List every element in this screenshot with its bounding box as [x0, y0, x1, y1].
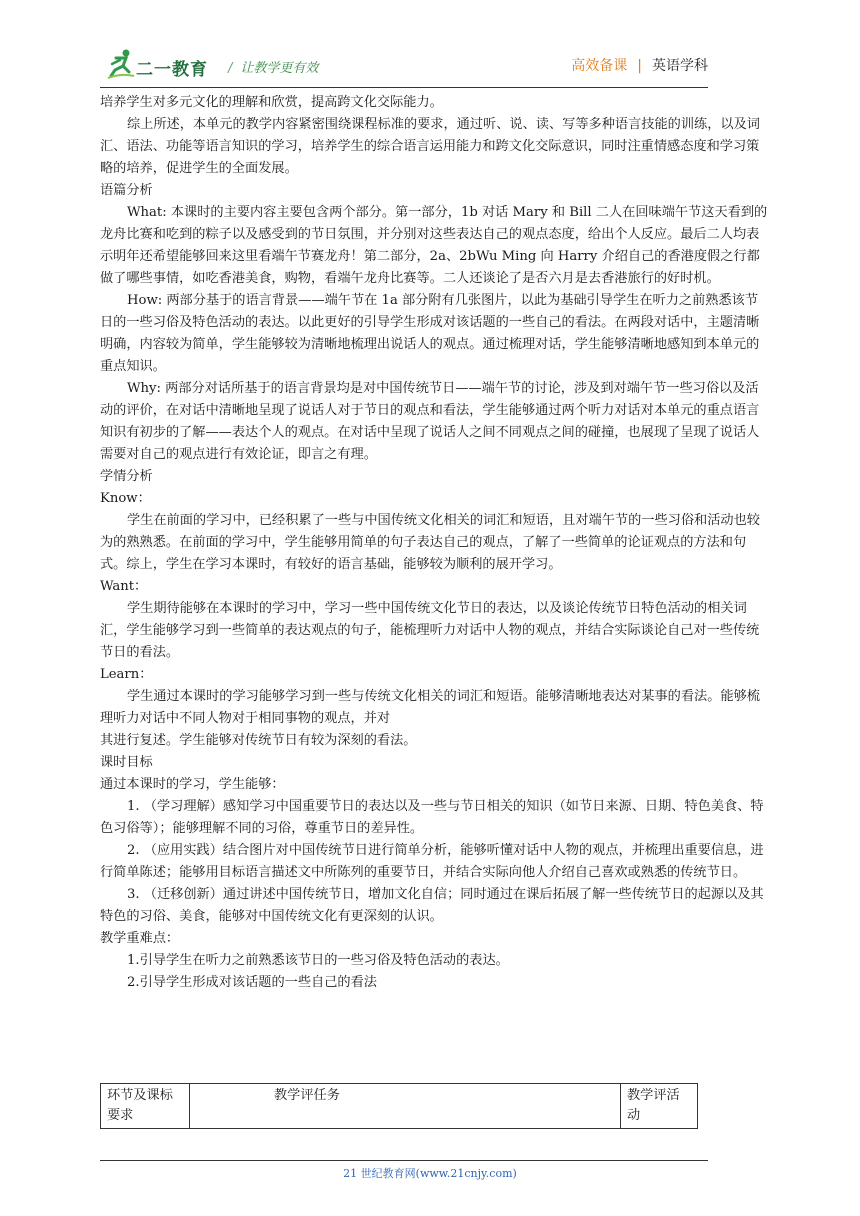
- header-subject: [571, 55, 708, 75]
- table-header-cell: 教学评任务: [190, 1084, 621, 1129]
- objective-item: 3. （迁移创新）通过讲述中国传统节日，增加文化自信；同时通过在课后拓展了解一些传统节日的起源以及其特色的习俗、美食，能够对中国传统文化有更深刻的认识。: [100, 887, 764, 924]
- page-header: [100, 40, 708, 90]
- paragraph: 学生通过本课时的学习能够学习到一些与传统文化相关的词汇和短语。能够清晰地表达对某事的看法。能够梳理听力对话中不同人物对于相同事物的观点，并对: [100, 689, 760, 726]
- key-point-item: 2.引导学生形成对该话题的一些自己的看法: [127, 975, 377, 990]
- runner-logo-icon: [106, 48, 136, 80]
- table-header-cell: 教学评活动: [621, 1084, 698, 1129]
- paragraph: 学生期待能够在本课时的学习中，学习一些中国传统文化节日的表达，以及谈论传统节日特色活动的相关词汇，学生能够学习到一些简单的表达观点的句子，能梳理听力对话中人物的观点，并结合实际谈论自己对一些传统节日的看法。: [100, 601, 760, 660]
- lesson-table: [100, 1083, 698, 1129]
- section-heading: 教学重难点：: [100, 931, 180, 946]
- objective-item: 1. （学习理解）感知学习中国重要节日的表达以及一些与节日相关的知识（如节日来源、日期、特色美食、特色习俗等）；能够理解不同的习俗，尊重节日的差异性。: [100, 799, 764, 836]
- sub-heading: Know：: [100, 491, 151, 506]
- paragraph: 综上所述，本单元的教学内容紧密围绕课程标准的要求，通过听、说、读、写等多种语言技能的训练，以及词汇、语法、功能等语言知识的学习，培养学生的综合语言运用能力和跨文化交际意识，同时注重情感态度和学习策略的培养，促进学生的全面发展。: [100, 117, 760, 176]
- section-heading: 语篇分析: [100, 183, 153, 198]
- footer-divider: [100, 1160, 708, 1161]
- table-header-cell: 环节及课标要求: [101, 1084, 190, 1129]
- paragraph: 通过本课时的学习，学生能够：: [100, 777, 285, 792]
- document-body: [100, 92, 768, 994]
- sub-heading: Learn：: [100, 667, 153, 682]
- header-separator: |: [637, 58, 642, 74]
- logo-text: 二一教育: [136, 60, 208, 80]
- paragraph: 其进行复述。学生能够对传统节日有较为深刻的看法。: [100, 733, 417, 748]
- paragraph: How: 两部分基于的语言背景——端午节在 1a 部分附有几张图片，以此为基础引导学生在听力之前熟悉该节日的一些习俗及特色活动的表达。以此更好的引导学生形成对该话题的一些自己的看法。在两段对话中，主题清晰明确，内容较为简单，学生能够较为清晰地梳理出说话人的观点。通过梳理对话，学生能够清晰地感知到本单元的重点知识。: [100, 293, 760, 374]
- header-label-subject: 英语学科: [652, 58, 708, 74]
- paragraph: 培养学生对多元文化的理解和欣赏，提高跨文化交际能力。: [100, 95, 443, 110]
- slogan-text: 让教学更有效: [240, 61, 319, 76]
- paragraph: 学生在前面的学习中，已经积累了一些与中国传统文化相关的词汇和短语，且对端午节的一些习俗和活动也较为的熟熟悉。在前面的学习中，学生能够用简单的句子表达自己的观点，了解了一些简单的论证观点的方法和句式。综上，学生在学习本课时，有较好的语言基础，能够较为顺利的展开学习。: [100, 513, 760, 572]
- key-point-item: 1.引导学生在听力之前熟悉该节日的一些习俗及特色活动的表达。: [127, 953, 509, 968]
- objective-item: 2. （应用实践）结合图片对中国传统节日进行简单分析，能够听懂对话中人物的观点，并梳理出重要信息，进行简单陈述；能够用目标语言描述文中所陈列的重要节日，并结合实际向他人介绍自己喜欢或熟悉的传统节日。: [100, 843, 764, 880]
- sub-heading: Want：: [100, 579, 148, 594]
- section-heading: 学情分析: [100, 469, 153, 484]
- table-header-row: [101, 1084, 698, 1129]
- header-label-prep: 高效备课: [571, 58, 628, 74]
- page-footer: 21 世纪教育网(www.21cnjy.com): [343, 1167, 517, 1180]
- header-slogan: / 让教学更有效: [228, 61, 319, 76]
- header-divider: [100, 87, 708, 88]
- paragraph: What: 本课时的主要内容主要包含两个部分。第一部分，1b 对话 Mary 和 Bill 二人在回味端午节这天看到的龙舟比赛和吃到的粽子以及感受到的节日氛围，并分别对这些表达自己的观点态度，给出个人反应。最后二人均表示明年还希望能够回来这里看端午节赛龙舟！第二部分，2a、2bWu Ming 向 Harry 介绍自己的香港度假之行都做了哪些事情，如吃香港美食，购物，看端午龙舟比赛等。二人还谈论了是否六月是去香港旅行的好时机。: [100, 205, 768, 286]
- section-heading: 课时目标: [100, 755, 153, 770]
- paragraph: Why: 两部分对话所基于的语言背景均是对中国传统节日——端午节的讨论，涉及到对端午节一些习俗以及活动的评价，在对话中清晰地呈现了说话人对于节日的观点和看法，学生能够通过两个听力对话对本单元的重点语言知识有初步的了解——表达个人的观点。在对话中呈现了说话人之间不同观点之间的碰撞，也展现了呈现了说话人需要对自己的观点进行有效论证，即言之有理。: [100, 381, 760, 462]
